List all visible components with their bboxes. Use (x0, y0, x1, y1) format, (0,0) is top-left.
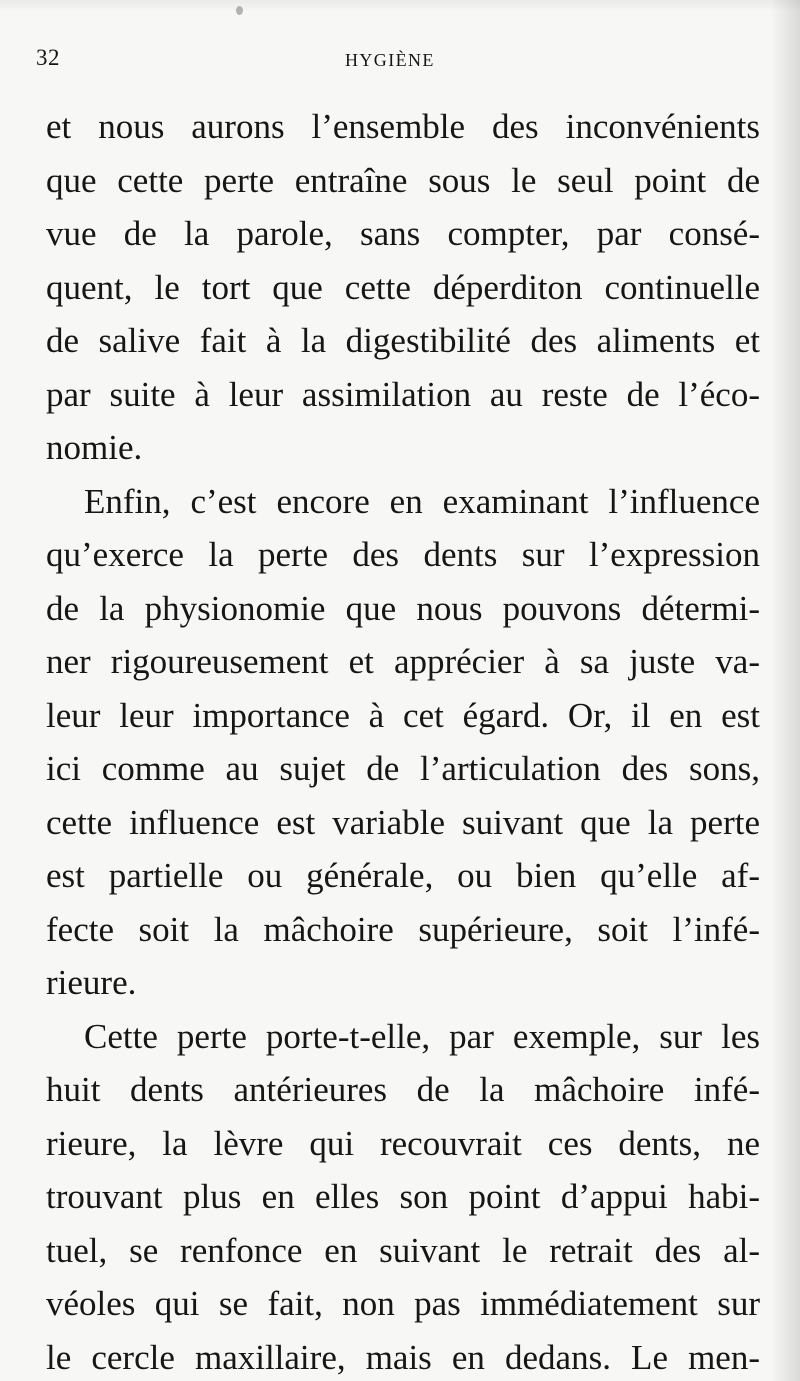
paragraph-3 (46, 1010, 760, 1381)
text-line: par suite à leur assimilation au reste de l’éco- (46, 374, 760, 414)
page-number: 32 (36, 45, 60, 70)
text-line: rieure. (46, 963, 137, 1002)
text-line: cette influence est variable suivant que la perte (46, 802, 760, 842)
text-line: que cette perte entraîne sous le seul point de (46, 160, 760, 200)
page-top-shadow (0, 0, 800, 12)
text-line: le cercle maxillaire, mais en dedans. Le men- (46, 1337, 760, 1377)
text-line: de la physionomie que nous pouvons détermi- (46, 588, 760, 628)
text-line: qu’exerce la perte des dents sur l’expression (46, 535, 760, 574)
text-line: leur leur importance à cet égard. Or, il en est (46, 695, 760, 735)
text-line: fecte soit la mâchoire supérieure, soit l’infé- (46, 909, 760, 949)
text-line: ici comme au sujet de l’articulation des sons, (46, 749, 760, 788)
running-head-title: HYGIÈNE (345, 50, 435, 70)
paragraph-2 (46, 475, 760, 1010)
text-line: est partielle ou générale, ou bien qu’elle af- (46, 856, 760, 895)
page-edge-shadow (770, 0, 800, 1381)
text-line: Cette perte porte-t-elle, par exemple, sur les (84, 1016, 760, 1056)
running-header (36, 42, 754, 74)
text-line: rieure, la lèvre qui recouvrait ces dents, ne (46, 1123, 760, 1163)
text-line: huit dents antérieures de la mâchoire infé- (46, 1070, 760, 1109)
text-line: véoles qui se fait, non pas immédiatement sur (46, 1284, 760, 1323)
paragraph-1 (46, 100, 760, 475)
text-line: vue de la parole, sans compter, par consé- (46, 214, 760, 253)
ink-speck (236, 6, 243, 15)
body-text (46, 100, 760, 1381)
text-line: nomie. (46, 428, 143, 467)
text-line: de salive fait à la digestibilité des aliments et (46, 321, 760, 360)
text-line: Enfin, c’est encore en examinant l’influence (84, 481, 760, 521)
text-line: quent, le tort que cette déperditon continuelle (46, 267, 760, 307)
text-line: tuel, se renfonce en suivant le retrait des al- (46, 1230, 760, 1270)
text-line: trouvant plus en elles son point d’appui habi- (46, 1177, 760, 1216)
text-line: ner rigoureusement et apprécier à sa juste va- (46, 642, 760, 681)
text-line: et nous aurons l’ensemble des inconvénients (46, 107, 760, 146)
